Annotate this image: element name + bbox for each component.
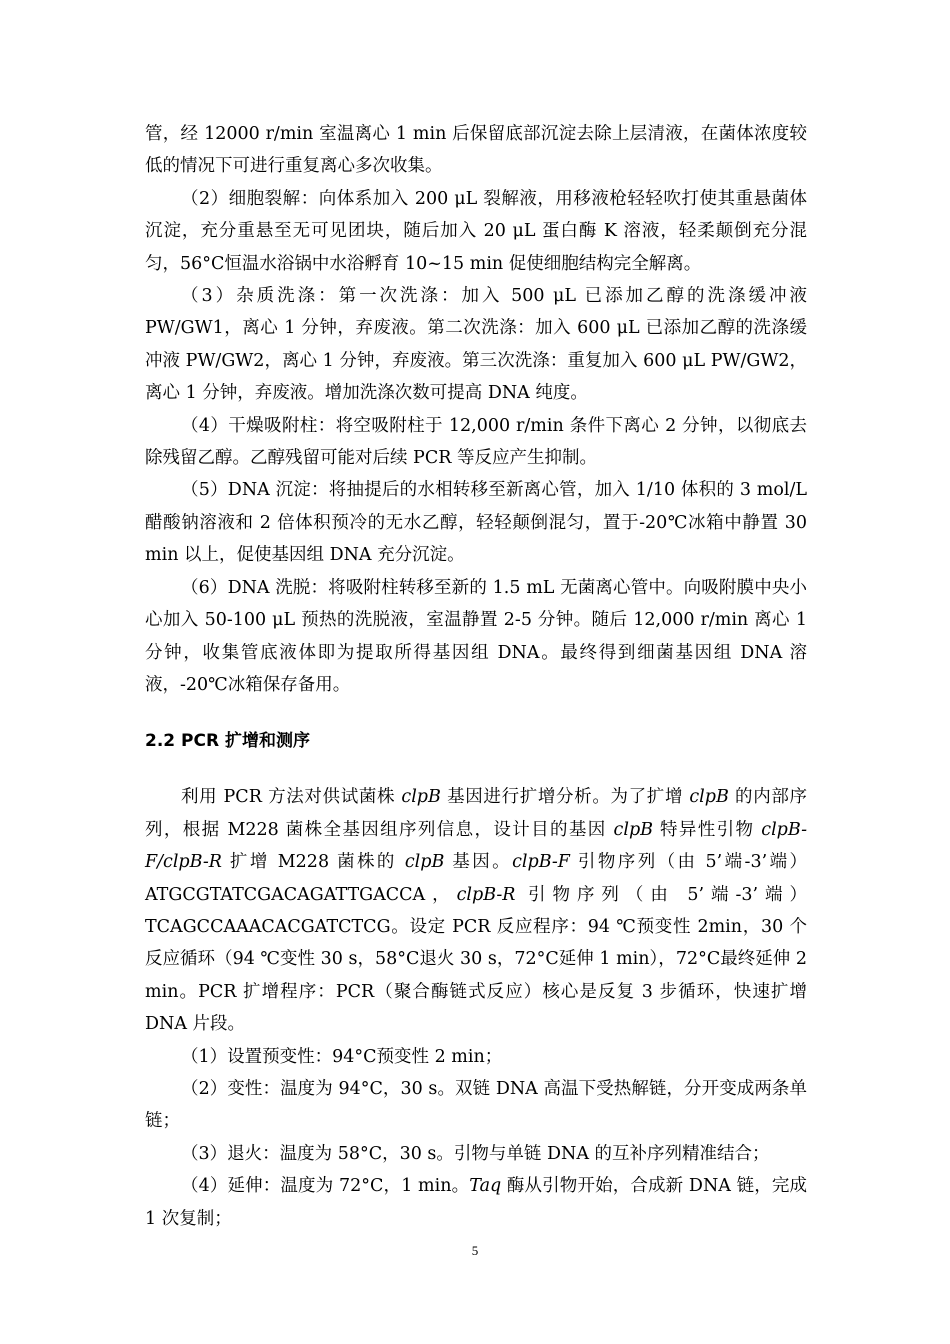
gene-name: clpB <box>401 787 441 808</box>
gene-name: clpB <box>404 852 445 873</box>
pcr-step: （3）退火：温度为 58°C，30 s。引物与单链 DNA 的互补序列精准结合； <box>181 1143 770 1164</box>
primer-name: clpB-F/clpB-R <box>145 819 807 873</box>
enzyme-name: Taq <box>469 1176 502 1197</box>
paragraph: 管，经 12000 r/min 室温离心 1 min 后保留底部沉淀去除上层清液，在菌体浓度较低的情况下可进行重复离心多次收集。 <box>145 124 807 177</box>
text-run: 引物序列（由 5’端-3’端）TCAGCCAAACACGATCTCG。设定 PCR 反应程序：94 ℃预变性 2min，30 个反应循环（94 ℃变性 30 s，58°C退火 30 s，72°C延伸 1 min），72°C最终延伸 2 min。PCR 扩增程序：PCR（聚合酶链式反应）核心是反复 3 步循环，快速扩增 DNA 片段。 <box>145 884 808 1035</box>
text-run: 的内部序列，根据 M228 菌株全基因组序列信息，设计目的基因 <box>145 787 807 840</box>
text-run: （4）延伸：温度为 72°C，1 min。 <box>181 1176 470 1197</box>
paragraph: （5）DNA 沉淀：将抽提后的水相转移至新离心管，加入 1/10 体积的 3 mol/L 醋酸钠溶液和 2 倍体积预冷的无水乙醇，轻轻颠倒混匀，置于-20℃冰箱中静置 30 min 以上，促使基因组 DNA 充分沉淀。 <box>145 480 807 566</box>
paragraph: （6）DNA 洗脱：将吸附柱转移至新的 1.5 mL 无菌离心管中。向吸附膜中央小心加入 50-100 μL 预热的洗脱液，室温静置 2-5 分钟。随后 12,000 r/min 离心 1 分钟，收集管底液体即为提取所得基因组 DNA。最终得到细菌基因组 DNA 溶液，-20℃冰箱保存备用。 <box>145 577 807 695</box>
pcr-step: （2）变性：温度为 94°C，30 s。双链 DNA 高温下受热解链，分开变成两条单链； <box>145 1078 807 1132</box>
paragraph: （3）杂质洗涤：第一次洗涤：加入 500 μL 已添加乙醇的洗涤缓冲液 PW/GW1，离心 1 分钟，弃废液。第二次洗涤：加入 600 μL 已添加乙醇的洗涤缓冲液 PW/GW2，离心 1 分钟，弃废液。第三次洗涤：重复加入 600 μL PW/GW2，离心 1 分钟，弃废液。增加洗涤次数可提高 DNA 纯度。 <box>145 286 807 404</box>
section-heading: 2.2 PCR 扩增和测序 <box>145 731 310 752</box>
text-run: 利用 PCR 方法对供试菌株 <box>181 787 402 808</box>
primer-name: clpB-F <box>512 852 570 873</box>
pcr-step <box>145 1170 807 1235</box>
text-run: 基因进行扩增分析。为了扩增 <box>440 787 690 808</box>
primer-name: clpB-R <box>456 884 516 905</box>
text-run: 扩增 M228 菌株的 <box>221 852 405 873</box>
text-run: 基因。 <box>444 852 513 873</box>
paragraph: （2）细胞裂解：向体系加入 200 μL 裂解液，用移液枪轻轻吹打使其重悬菌体沉淀，充分重悬至无可见团块，随后加入 20 μL 蛋白酶 K 溶液，轻柔颠倒充分混匀，56°C恒温水浴锅中水浴孵育 10~15 min 促使细胞结构完全解离。 <box>145 188 807 274</box>
page-number: 5 <box>471 1243 479 1258</box>
gene-name: clpB <box>613 819 654 840</box>
pcr-intro-paragraph <box>145 781 807 1040</box>
pcr-step: （1）设置预变性：94°C预变性 2 min； <box>181 1046 503 1067</box>
document-body <box>145 118 807 1235</box>
paragraph: （4）干燥吸附柱：将空吸附柱于 12,000 r/min 条件下离心 2 分钟，以彻底去除残留乙醇。乙醇残留可能对后续 PCR 等反应产生抑制。 <box>145 415 807 469</box>
text-run: 引物序列（由 5’端-3’端）ATGCGTATCGACAGATTGACCA， <box>145 852 807 905</box>
text-run: 酶从引物开始，合成新 DNA 链，完成 1 次复制； <box>145 1176 808 1229</box>
gene-name: clpB <box>689 787 729 808</box>
text-run: 特异性引物 <box>653 819 762 840</box>
